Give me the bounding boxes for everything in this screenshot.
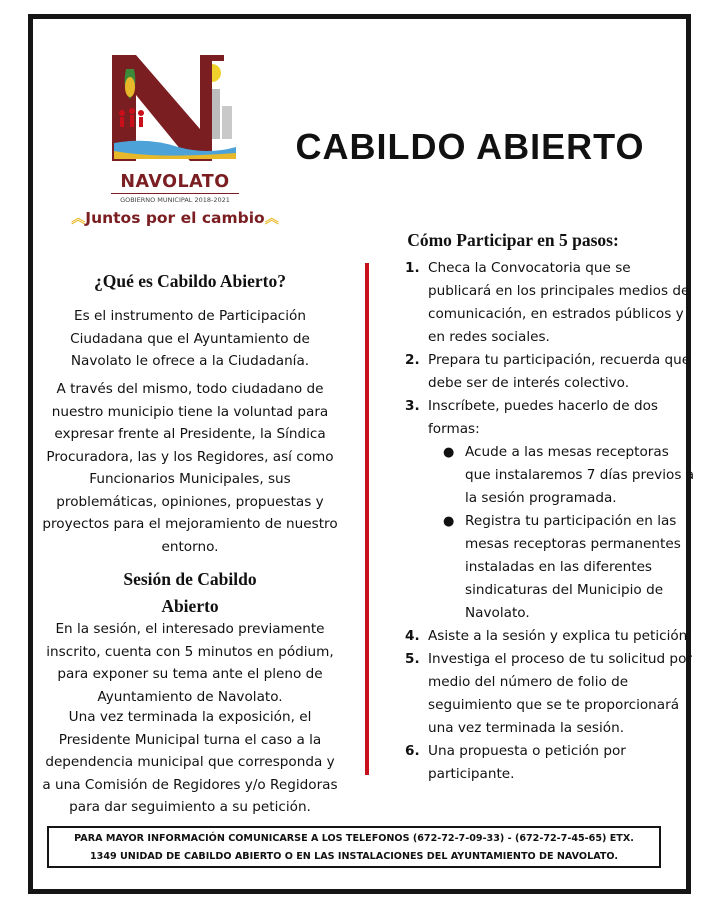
what-section — [40, 270, 340, 293]
what-text-2: A través del mismo, todo ciudadano de nuestro municipio tiene la voluntad para expresar frente al Presidente, la Síndica Procuradora, las y los Regidores, así como Funcionarios Municipales, sus problemáticas, opiniones, propuestas y proyectos para el mejoramiento de nuestro entorno. — [42, 381, 338, 555]
bullet-text: Registra tu participación en las mesas receptoras permanentes instaladas en las diferentes sindicaturas del Municipio de Navolato. — [465, 513, 681, 621]
red-divider — [365, 263, 369, 775]
step-number: 3. — [405, 398, 420, 414]
session-heading: Sesión de Cabildo Abierto — [123, 569, 257, 616]
step-number: 4. — [405, 628, 420, 644]
step-number: 5. — [405, 651, 420, 667]
what-paragraph-1 — [40, 305, 340, 373]
footer-line-1: PARA MAYOR INFORMACIÓN COMUNICARSE A LOS TELEFONOS (672-72-7-09-33) - (672-72-7-45-65) ETX. — [74, 833, 634, 844]
list-item — [405, 510, 695, 625]
slogan-text: Juntos por el cambio — [85, 209, 265, 227]
step-text: Prepara tu participación, recuerda que debe ser de interés colectivo. — [428, 352, 691, 391]
step-number: 2. — [405, 352, 420, 368]
step-number: 1. — [405, 260, 420, 276]
list-item — [405, 441, 695, 510]
steps-list — [405, 257, 695, 786]
session-text-2: Una vez terminada la exposición, el Presidente Municipal turna el caso a la dependencia municipal que corresponda y a una Comisión de Regidores y/o Regidoras para dar seguimiento a su petición. — [42, 709, 338, 815]
bullet-text: Acude a las mesas receptoras que instalaremos 7 días previos a la sesión programada. — [465, 444, 695, 506]
bullet-icon: ● — [443, 445, 455, 460]
footer-line-2: 1349 UNIDAD DE CABILDO ABIERTO O EN LAS INSTALACIONES DEL AYUNTAMIENTO DE NAVOLATO. — [89, 851, 619, 862]
chevron-up-icon: ︽ — [71, 211, 86, 227]
step-text: Investiga el proceso de tu solicitud por medio del número de folio de seguimiento que se te proporcionará una vez terminada la sesión. — [428, 651, 692, 736]
bullet-icon: ● — [443, 514, 455, 529]
step-item — [405, 395, 695, 441]
what-heading: ¿Qué es Cabildo Abierto? — [93, 271, 287, 291]
step-item — [405, 625, 695, 648]
step-item — [405, 349, 695, 395]
step-text: Checa la Convocatoria que se publicará en los principales medios de comunicación, en estrados públicos y en redes sociales. — [428, 260, 690, 345]
session-paragraph-2 — [40, 706, 340, 819]
what-text-1: Es el instrumento de Participación Ciudadana que el Ayuntamiento de Navolato le ofrece a la Ciudadanía. — [70, 308, 310, 369]
chevron-up-icon: ︽ — [264, 211, 279, 227]
brand-underline — [111, 193, 239, 194]
step-text: Asiste a la sesión y explica tu petición. — [428, 628, 692, 644]
step-text: Inscríbete, puedes hacerlo de dos formas: — [428, 398, 659, 437]
step-item — [405, 257, 695, 349]
session-paragraph-1 — [40, 618, 340, 708]
session-text-1: En la sesión, el interesado previamente inscrito, cuenta con 5 minutos en pódium, para exponer su tema ante el pleno de Ayuntamiento de Navolato. — [46, 621, 334, 705]
step-text: Una propuesta o petición por participante. — [428, 743, 626, 782]
government-line: GOBIERNO MUNICIPAL 2018-2021 — [120, 196, 230, 204]
brand-name: NAVOLATO — [120, 172, 230, 192]
what-paragraph-2 — [40, 378, 340, 558]
slogan — [40, 208, 310, 228]
contact-footer — [47, 826, 661, 868]
step-number: 6. — [405, 743, 420, 759]
step-item — [405, 740, 695, 786]
how-to-heading: Cómo Participar en 5 pasos: — [407, 230, 619, 250]
step-item — [405, 648, 695, 740]
page-title: CABILDO ABIERTO — [295, 126, 645, 167]
registration-options — [405, 441, 695, 625]
navolato-logo — [108, 51, 242, 165]
session-heading-block — [40, 566, 340, 620]
